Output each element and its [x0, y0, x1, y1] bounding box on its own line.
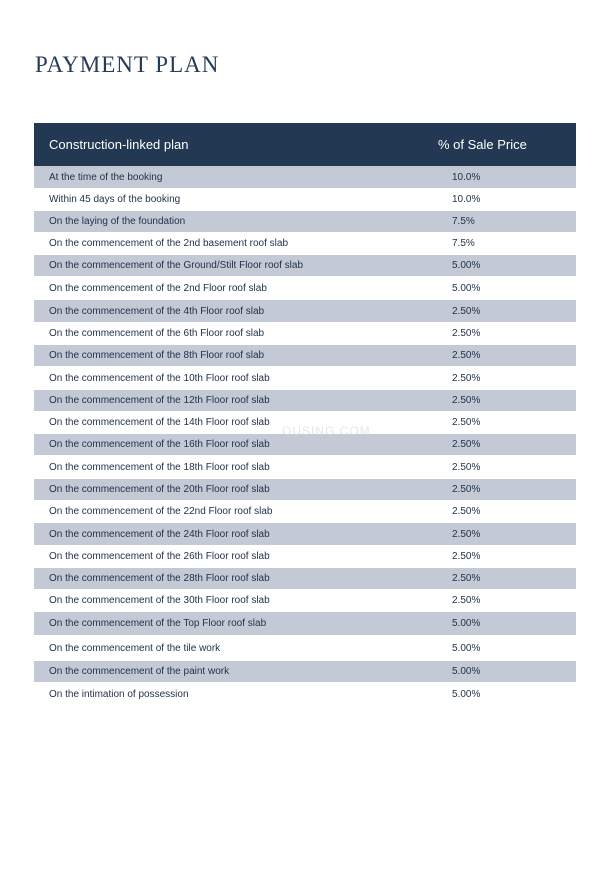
milestone-cell: On the commencement of the 18th Floor roof slab — [49, 461, 270, 473]
milestone-cell: On the commencement of the 30th Floor roof slab — [49, 595, 270, 606]
percent-cell: 2.50% — [452, 528, 481, 540]
table-row — [34, 277, 576, 300]
table-row — [34, 323, 576, 345]
percent-cell: 5.00% — [452, 282, 481, 294]
percent-cell: 5.00% — [452, 666, 481, 677]
milestone-cell: On the commencement of the Top Floor roof slab — [49, 618, 267, 629]
percent-cell: 5.00% — [452, 618, 481, 629]
payment-plan-table — [34, 123, 576, 706]
percent-cell: 2.50% — [452, 461, 481, 473]
milestone-cell: On the commencement of the 28th Floor roof slab — [49, 573, 270, 584]
milestone-cell: On the commencement of the 8th Floor roof slab — [49, 350, 265, 361]
page-title: PAYMENT PLAN — [35, 52, 220, 77]
percent-cell: 7.5% — [452, 238, 475, 249]
percent-cell: 2.50% — [452, 573, 481, 584]
percent-cell: 5.00% — [452, 688, 481, 700]
percent-cell: 5.00% — [452, 642, 481, 654]
milestone-cell: At the time of the booking — [49, 171, 163, 183]
milestone-cell: Within 45 days of the booking — [49, 194, 181, 205]
percent-cell: 2.50% — [452, 484, 481, 495]
table-row — [34, 211, 576, 233]
table-row — [34, 546, 576, 568]
milestone-cell: On the commencement of the 20th Floor roof slab — [49, 484, 270, 495]
table-row — [34, 189, 576, 211]
header-plan: Construction-linked plan — [49, 137, 189, 152]
table-row — [34, 233, 576, 255]
table-row — [34, 612, 576, 636]
table-row — [34, 367, 576, 390]
percent-cell: 2.50% — [452, 551, 481, 562]
table-row — [34, 479, 576, 501]
milestone-cell: On the commencement of the 22nd Floor roof slab — [49, 506, 273, 517]
watermark: OUSING.COM — [282, 424, 371, 438]
milestone-cell: On the commencement of the 24th Floor roof slab — [49, 528, 270, 540]
milestone-cell: On the laying of the foundation — [49, 216, 186, 227]
table-row — [34, 300, 576, 323]
milestone-cell: On the commencement of the 16th Floor roof slab — [49, 439, 270, 450]
milestone-cell: On the commencement of the 4th Floor roof slab — [49, 305, 265, 317]
table-row — [34, 590, 576, 612]
milestone-cell: On the commencement of the 26th Floor roof slab — [49, 551, 270, 562]
milestone-cell: On the commencement of the 2nd basement roof slab — [49, 238, 289, 249]
percent-cell: 2.50% — [452, 439, 481, 450]
table-row — [34, 501, 576, 523]
table-row — [34, 255, 576, 277]
milestone-cell: On the commencement of the 14th Floor roof slab — [49, 417, 270, 428]
milestone-cell: On the intimation of possession — [49, 688, 189, 700]
milestone-cell: On the commencement of the 6th Floor roof slab — [49, 328, 265, 339]
table-row — [34, 390, 576, 412]
percent-cell: 2.50% — [452, 350, 481, 361]
table-row — [34, 568, 576, 590]
percent-cell: 2.50% — [452, 328, 481, 339]
percent-cell: 2.50% — [452, 417, 481, 428]
milestone-cell: On the commencement of the 12th Floor roof slab — [49, 395, 270, 406]
percent-cell: 2.50% — [452, 595, 481, 606]
percent-cell: 2.50% — [452, 395, 481, 406]
table-row — [34, 166, 576, 189]
percent-cell: 2.50% — [452, 372, 481, 384]
milestone-cell: On the commencement of the 2nd Floor roof slab — [49, 282, 267, 294]
table-row — [34, 683, 576, 706]
percent-cell: 2.50% — [452, 506, 481, 517]
table-row — [34, 636, 576, 661]
milestone-cell: On the commencement of the tile work — [49, 642, 221, 654]
table-row — [34, 345, 576, 367]
percent-cell: 2.50% — [452, 305, 481, 317]
percent-cell: 5.00% — [452, 260, 481, 271]
table-row — [34, 661, 576, 683]
percent-cell: 10.0% — [452, 171, 481, 183]
table-row — [34, 456, 576, 479]
table-header — [34, 123, 576, 166]
percent-cell: 7.5% — [452, 216, 475, 227]
milestone-cell: On the commencement of the paint work — [49, 666, 230, 677]
table-row — [34, 523, 576, 546]
header-percent: % of Sale Price — [438, 137, 527, 152]
percent-cell: 10.0% — [452, 194, 481, 205]
milestone-cell: On the commencement of the Ground/Stilt Floor roof slab — [49, 260, 304, 271]
milestone-cell: On the commencement of the 10th Floor roof slab — [49, 372, 270, 384]
